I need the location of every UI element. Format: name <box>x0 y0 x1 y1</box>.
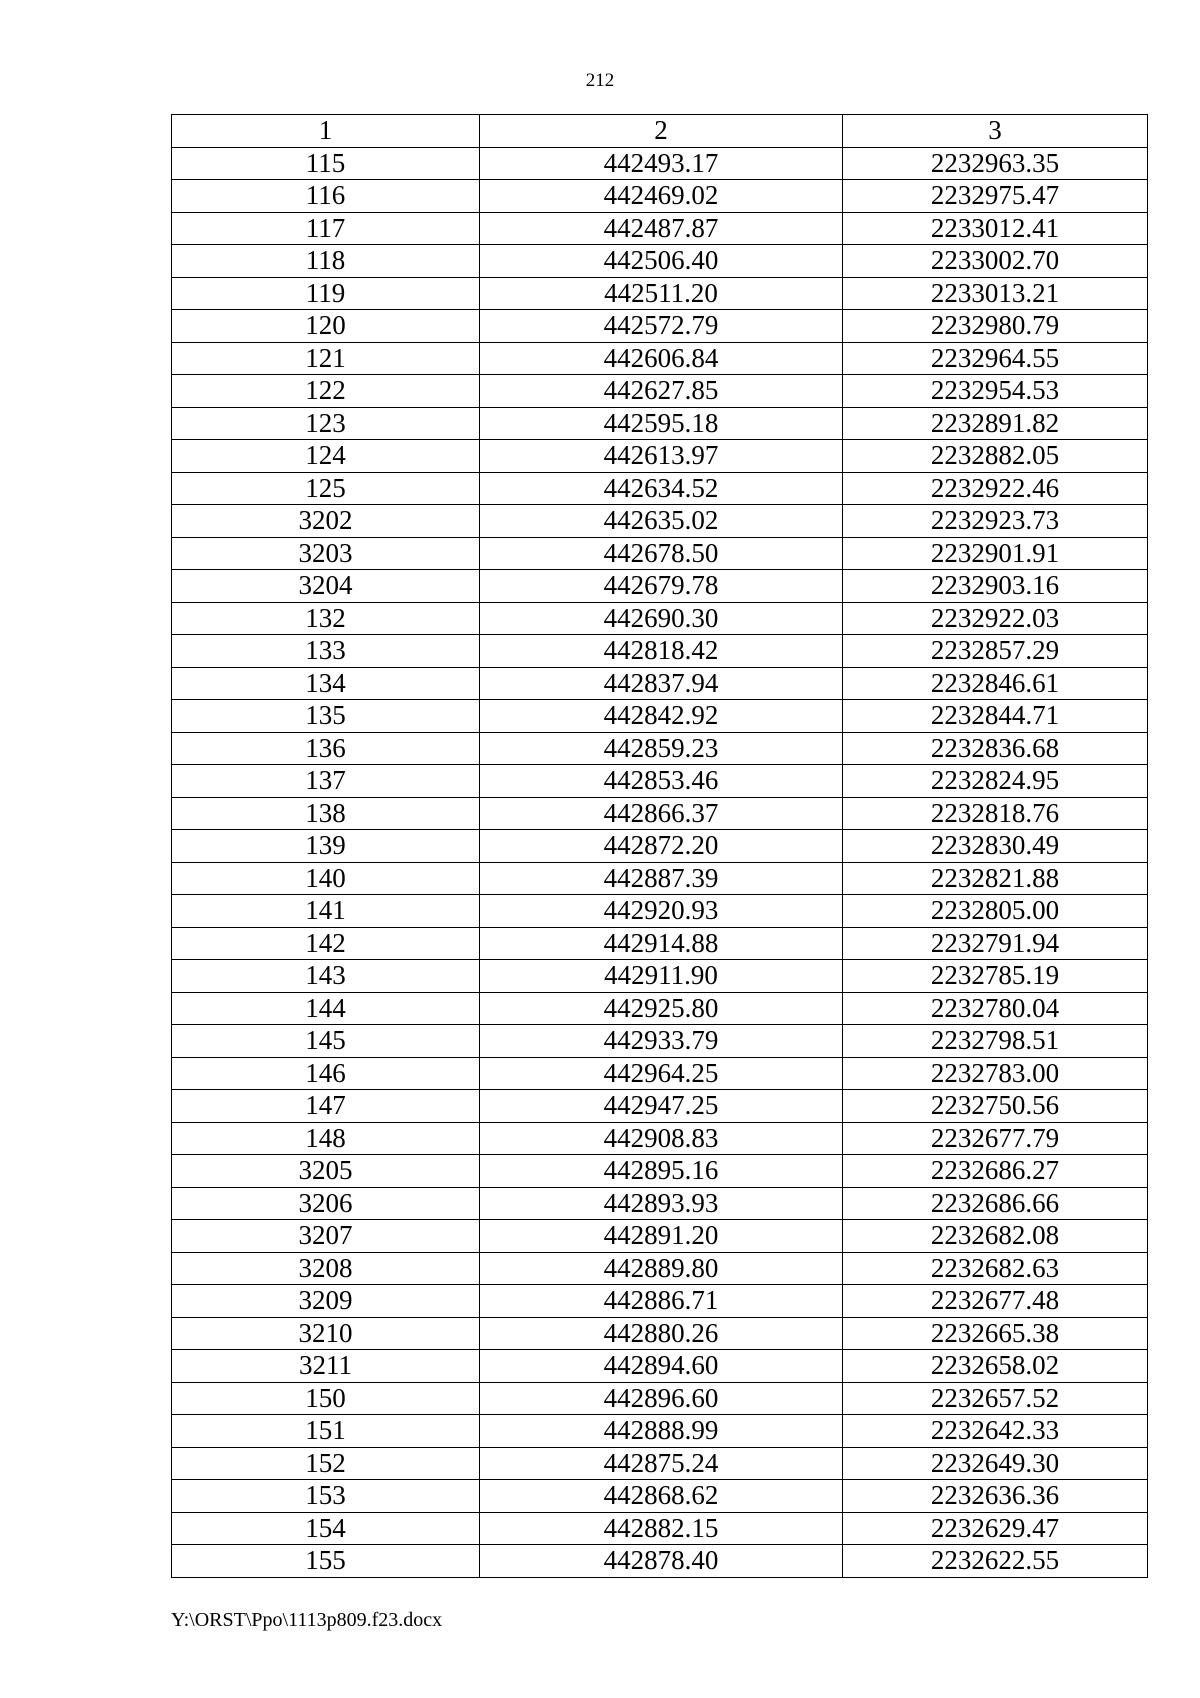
y-coordinate-cell: 2232791.94 <box>843 927 1148 960</box>
point-number-cell: 3207 <box>172 1220 480 1253</box>
table-row <box>172 895 1148 928</box>
point-number-cell: 3209 <box>172 1285 480 1318</box>
y-coordinate-cell: 2232980.79 <box>843 310 1148 343</box>
table-row <box>172 245 1148 278</box>
point-number-cell: 133 <box>172 635 480 668</box>
y-coordinate-cell: 2232923.73 <box>843 505 1148 538</box>
x-coordinate-cell: 442613.97 <box>480 440 843 473</box>
table-row <box>172 180 1148 213</box>
table-row <box>172 830 1148 863</box>
x-coordinate-cell: 442911.90 <box>480 960 843 993</box>
y-coordinate-cell: 2232798.51 <box>843 1025 1148 1058</box>
point-number-cell: 143 <box>172 960 480 993</box>
table-row <box>172 797 1148 830</box>
x-coordinate-cell: 442606.84 <box>480 342 843 375</box>
column-header-1: 1 <box>172 115 480 148</box>
point-number-cell: 151 <box>172 1415 480 1448</box>
point-number-cell: 119 <box>172 277 480 310</box>
table-row <box>172 1220 1148 1253</box>
table-row <box>172 1447 1148 1480</box>
y-coordinate-cell: 2232682.63 <box>843 1252 1148 1285</box>
point-number-cell: 154 <box>172 1512 480 1545</box>
table-row <box>172 635 1148 668</box>
point-number-cell: 3210 <box>172 1317 480 1350</box>
point-number-cell: 152 <box>172 1447 480 1480</box>
x-coordinate-cell: 442493.17 <box>480 147 843 180</box>
y-coordinate-cell: 2232963.35 <box>843 147 1148 180</box>
point-number-cell: 148 <box>172 1122 480 1155</box>
table-row <box>172 1350 1148 1383</box>
table-row <box>172 732 1148 765</box>
point-number-cell: 3205 <box>172 1155 480 1188</box>
table-row <box>172 1285 1148 1318</box>
point-number-cell: 155 <box>172 1545 480 1578</box>
point-number-cell: 120 <box>172 310 480 343</box>
x-coordinate-cell: 442872.20 <box>480 830 843 863</box>
x-coordinate-cell: 442914.88 <box>480 927 843 960</box>
point-number-cell: 3204 <box>172 570 480 603</box>
point-number-cell: 115 <box>172 147 480 180</box>
x-coordinate-cell: 442634.52 <box>480 472 843 505</box>
y-coordinate-cell: 2232649.30 <box>843 1447 1148 1480</box>
y-coordinate-cell: 2232830.49 <box>843 830 1148 863</box>
table-row <box>172 1512 1148 1545</box>
table-row <box>172 927 1148 960</box>
x-coordinate-cell: 442853.46 <box>480 765 843 798</box>
point-number-cell: 139 <box>172 830 480 863</box>
y-coordinate-cell: 2232622.55 <box>843 1545 1148 1578</box>
table-row <box>172 505 1148 538</box>
point-number-cell: 137 <box>172 765 480 798</box>
table-row <box>172 667 1148 700</box>
x-coordinate-cell: 442933.79 <box>480 1025 843 1058</box>
y-coordinate-cell: 2232903.16 <box>843 570 1148 603</box>
x-coordinate-cell: 442469.02 <box>480 180 843 213</box>
point-number-cell: 3202 <box>172 505 480 538</box>
point-number-cell: 138 <box>172 797 480 830</box>
x-coordinate-cell: 442908.83 <box>480 1122 843 1155</box>
x-coordinate-cell: 442595.18 <box>480 407 843 440</box>
y-coordinate-cell: 2232882.05 <box>843 440 1148 473</box>
coordinates-table <box>171 114 1148 1578</box>
point-number-cell: 132 <box>172 602 480 635</box>
x-coordinate-cell: 442859.23 <box>480 732 843 765</box>
point-number-cell: 140 <box>172 862 480 895</box>
point-number-cell: 141 <box>172 895 480 928</box>
x-coordinate-cell: 442896.60 <box>480 1382 843 1415</box>
x-coordinate-cell: 442679.78 <box>480 570 843 603</box>
y-coordinate-cell: 2232975.47 <box>843 180 1148 213</box>
y-coordinate-cell: 2232901.91 <box>843 537 1148 570</box>
table-row <box>172 1317 1148 1350</box>
point-number-cell: 3208 <box>172 1252 480 1285</box>
x-coordinate-cell: 442572.79 <box>480 310 843 343</box>
y-coordinate-cell: 2232846.61 <box>843 667 1148 700</box>
y-coordinate-cell: 2232686.66 <box>843 1187 1148 1220</box>
table-row <box>172 960 1148 993</box>
y-coordinate-cell: 2232642.33 <box>843 1415 1148 1448</box>
x-coordinate-cell: 442886.71 <box>480 1285 843 1318</box>
x-coordinate-cell: 442868.62 <box>480 1480 843 1513</box>
y-coordinate-cell: 2232677.79 <box>843 1122 1148 1155</box>
table-row <box>172 765 1148 798</box>
point-number-cell: 3203 <box>172 537 480 570</box>
table-row <box>172 147 1148 180</box>
y-coordinate-cell: 2232677.48 <box>843 1285 1148 1318</box>
table-row <box>172 310 1148 343</box>
point-number-cell: 150 <box>172 1382 480 1415</box>
x-coordinate-cell: 442891.20 <box>480 1220 843 1253</box>
point-number-cell: 135 <box>172 700 480 733</box>
x-coordinate-cell: 442678.50 <box>480 537 843 570</box>
y-coordinate-cell: 2232922.46 <box>843 472 1148 505</box>
x-coordinate-cell: 442818.42 <box>480 635 843 668</box>
y-coordinate-cell: 2232964.55 <box>843 342 1148 375</box>
table-row <box>172 1252 1148 1285</box>
x-coordinate-cell: 442866.37 <box>480 797 843 830</box>
y-coordinate-cell: 2232891.82 <box>843 407 1148 440</box>
point-number-cell: 147 <box>172 1090 480 1123</box>
x-coordinate-cell: 442635.02 <box>480 505 843 538</box>
y-coordinate-cell: 2232750.56 <box>843 1090 1148 1123</box>
point-number-cell: 117 <box>172 212 480 245</box>
x-coordinate-cell: 442893.93 <box>480 1187 843 1220</box>
x-coordinate-cell: 442889.80 <box>480 1252 843 1285</box>
x-coordinate-cell: 442882.15 <box>480 1512 843 1545</box>
x-coordinate-cell: 442920.93 <box>480 895 843 928</box>
table-row <box>172 1090 1148 1123</box>
table-row <box>172 992 1148 1025</box>
x-coordinate-cell: 442887.39 <box>480 862 843 895</box>
x-coordinate-cell: 442842.92 <box>480 700 843 733</box>
x-coordinate-cell: 442925.80 <box>480 992 843 1025</box>
point-number-cell: 123 <box>172 407 480 440</box>
table-row <box>172 407 1148 440</box>
y-coordinate-cell: 2232818.76 <box>843 797 1148 830</box>
y-coordinate-cell: 2232629.47 <box>843 1512 1148 1545</box>
y-coordinate-cell: 2232658.02 <box>843 1350 1148 1383</box>
table-row <box>172 472 1148 505</box>
point-number-cell: 3206 <box>172 1187 480 1220</box>
point-number-cell: 122 <box>172 375 480 408</box>
point-number-cell: 118 <box>172 245 480 278</box>
x-coordinate-cell: 442888.99 <box>480 1415 843 1448</box>
y-coordinate-cell: 2232844.71 <box>843 700 1148 733</box>
table-row <box>172 537 1148 570</box>
table-row <box>172 862 1148 895</box>
point-number-cell: 134 <box>172 667 480 700</box>
table-body <box>172 147 1148 1577</box>
point-number-cell: 145 <box>172 1025 480 1058</box>
table-row <box>172 277 1148 310</box>
x-coordinate-cell: 442894.60 <box>480 1350 843 1383</box>
y-coordinate-cell: 2232824.95 <box>843 765 1148 798</box>
table-row <box>172 440 1148 473</box>
y-coordinate-cell: 2232821.88 <box>843 862 1148 895</box>
table-row <box>172 1057 1148 1090</box>
point-number-cell: 116 <box>172 180 480 213</box>
table-row <box>172 212 1148 245</box>
point-number-cell: 146 <box>172 1057 480 1090</box>
y-coordinate-cell: 2233013.21 <box>843 277 1148 310</box>
table-row <box>172 570 1148 603</box>
y-coordinate-cell: 2232665.38 <box>843 1317 1148 1350</box>
y-coordinate-cell: 2232686.27 <box>843 1155 1148 1188</box>
y-coordinate-cell: 2232785.19 <box>843 960 1148 993</box>
point-number-cell: 125 <box>172 472 480 505</box>
y-coordinate-cell: 2232857.29 <box>843 635 1148 668</box>
page-number: 212 <box>585 70 615 91</box>
column-header-3: 3 <box>843 115 1148 148</box>
point-number-cell: 153 <box>172 1480 480 1513</box>
point-number-cell: 144 <box>172 992 480 1025</box>
x-coordinate-cell: 442506.40 <box>480 245 843 278</box>
table-row <box>172 1415 1148 1448</box>
table-row <box>172 1480 1148 1513</box>
point-number-cell: 121 <box>172 342 480 375</box>
y-coordinate-cell: 2232922.03 <box>843 602 1148 635</box>
table-row <box>172 1187 1148 1220</box>
x-coordinate-cell: 442487.87 <box>480 212 843 245</box>
x-coordinate-cell: 442627.85 <box>480 375 843 408</box>
table-row <box>172 1122 1148 1155</box>
column-header-2: 2 <box>480 115 843 148</box>
x-coordinate-cell: 442947.25 <box>480 1090 843 1123</box>
x-coordinate-cell: 442511.20 <box>480 277 843 310</box>
table-row <box>172 602 1148 635</box>
y-coordinate-cell: 2233002.70 <box>843 245 1148 278</box>
x-coordinate-cell: 442875.24 <box>480 1447 843 1480</box>
x-coordinate-cell: 442964.25 <box>480 1057 843 1090</box>
y-coordinate-cell: 2232780.04 <box>843 992 1148 1025</box>
y-coordinate-cell: 2233012.41 <box>843 212 1148 245</box>
footer-file-path: Y:\ORST\Ppo\1113p809.f23.docx <box>171 1609 443 1631</box>
table-row <box>172 700 1148 733</box>
y-coordinate-cell: 2232657.52 <box>843 1382 1148 1415</box>
point-number-cell: 142 <box>172 927 480 960</box>
y-coordinate-cell: 2232682.08 <box>843 1220 1148 1253</box>
table-row <box>172 1155 1148 1188</box>
table-row <box>172 1382 1148 1415</box>
x-coordinate-cell: 442837.94 <box>480 667 843 700</box>
point-number-cell: 136 <box>172 732 480 765</box>
x-coordinate-cell: 442880.26 <box>480 1317 843 1350</box>
y-coordinate-cell: 2232836.68 <box>843 732 1148 765</box>
table-row <box>172 1025 1148 1058</box>
table-row <box>172 375 1148 408</box>
y-coordinate-cell: 2232954.53 <box>843 375 1148 408</box>
table-row <box>172 342 1148 375</box>
y-coordinate-cell: 2232805.00 <box>843 895 1148 928</box>
y-coordinate-cell: 2232636.36 <box>843 1480 1148 1513</box>
x-coordinate-cell: 442690.30 <box>480 602 843 635</box>
x-coordinate-cell: 442878.40 <box>480 1545 843 1578</box>
y-coordinate-cell: 2232783.00 <box>843 1057 1148 1090</box>
point-number-cell: 3211 <box>172 1350 480 1383</box>
table-header-row <box>172 115 1148 148</box>
x-coordinate-cell: 442895.16 <box>480 1155 843 1188</box>
point-number-cell: 124 <box>172 440 480 473</box>
table-row <box>172 1545 1148 1578</box>
